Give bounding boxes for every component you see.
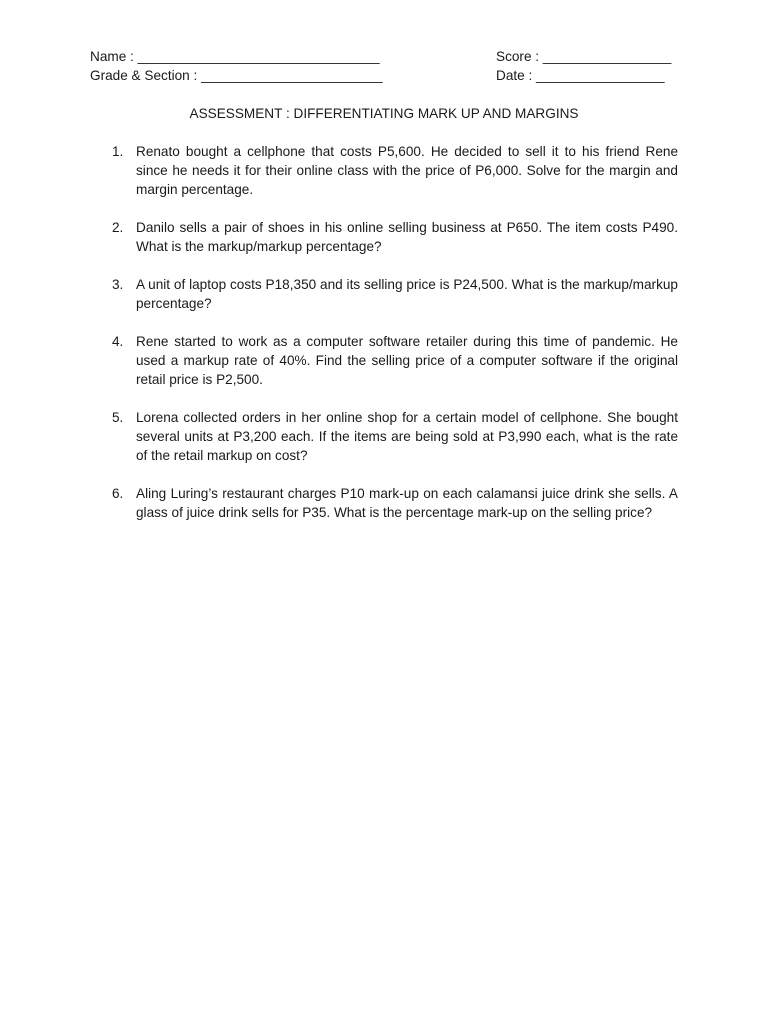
question-item [112, 142, 678, 199]
score-field-label: Score : _________________ [496, 49, 672, 64]
question-number: 4. [112, 334, 124, 349]
question-text: Rene started to work as a computer software retailer during this time of pandemic. He used a markup rate of 40%. Find the selling price of a computer software if the original retail price is P2,500. [136, 334, 678, 387]
question-number: 1. [112, 144, 124, 159]
question-text: A unit of laptop costs P18,350 and its selling price is P24,500. What is the markup/markup percentage? [136, 277, 678, 311]
question-text: Danilo sells a pair of shoes in his online selling business at P650. The item costs P490. What is the markup/markup percentage? [136, 220, 678, 254]
question-number: 5. [112, 410, 124, 425]
question-text: Lorena collected orders in her online shop for a certain model of cellphone. She bought several units at P3,200 each. If the items are being sold at P3,990 each, what is the rate of the retail markup on cost? [136, 410, 678, 463]
question-list [112, 142, 678, 541]
question-text: Aling Luring’s restaurant charges P10 mark-up on each calamansi juice drink she sells. A glass of juice drink sells for P35. What is the percentage mark-up on the selling price? [136, 486, 678, 520]
question-text: Renato bought a cellphone that costs P5,600. He decided to sell it to his friend Rene since he needs it for their online class with the price of P6,000. Solve for the margin and margin percentage. [136, 144, 678, 197]
grade-section-field-label: Grade & Section : ________________________ [90, 68, 383, 83]
question-number: 3. [112, 277, 124, 292]
date-field-label: Date : _________________ [496, 68, 665, 83]
question-item [112, 275, 678, 313]
question-item [112, 408, 678, 465]
question-number: 2. [112, 220, 124, 235]
question-item [112, 218, 678, 256]
header-row-2 [90, 66, 690, 85]
question-item [112, 484, 678, 522]
header-row-1 [90, 47, 690, 66]
assessment-title: ASSESSMENT : DIFFERENTIATING MARK UP AND MARGINS [189, 106, 579, 121]
name-field-label: Name : ________________________________ [90, 49, 380, 64]
question-item [112, 332, 678, 389]
question-number: 6. [112, 486, 124, 501]
